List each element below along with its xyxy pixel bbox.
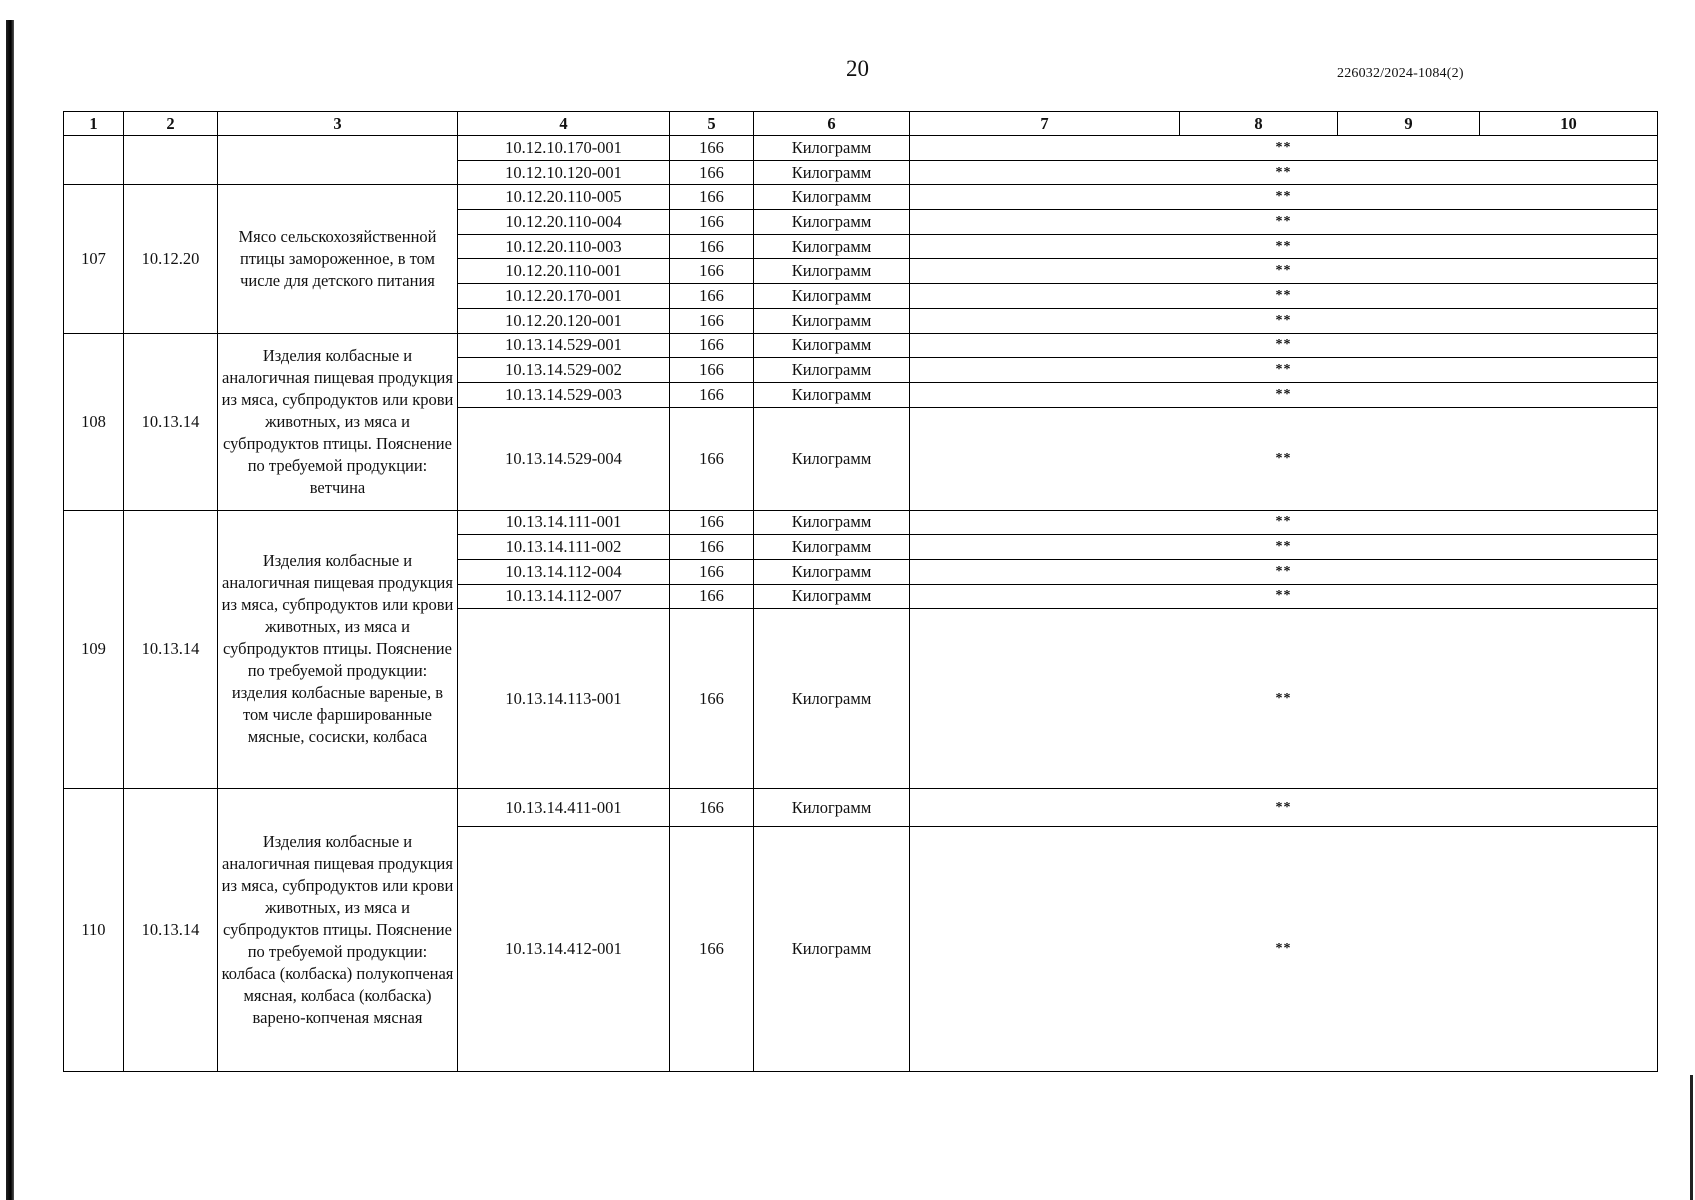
ktru-code: 10.13.14.111-002 (458, 535, 670, 560)
row-number-cell: 109 (64, 510, 124, 789)
note-cell: ** (910, 333, 1658, 358)
okei-code: 166 (670, 535, 754, 560)
okei-code: 166 (670, 284, 754, 309)
column-header: 3 (218, 112, 458, 136)
document-code: 226032/2024-1084(2) (1337, 66, 1464, 81)
okpd-cell (124, 136, 218, 185)
ktru-code: 10.13.14.411-001 (458, 789, 670, 827)
row-number-cell: 110 (64, 789, 124, 1072)
column-header: 9 (1338, 112, 1480, 136)
ktru-code: 10.13.14.529-001 (458, 333, 670, 358)
ktru-code: 10.13.14.529-002 (458, 358, 670, 383)
okei-code: 166 (670, 234, 754, 259)
unit-name: Килограмм (754, 284, 910, 309)
unit-name: Килограмм (754, 827, 910, 1072)
okei-code: 166 (670, 789, 754, 827)
ktru-code: 10.13.14.112-004 (458, 559, 670, 584)
column-header: 1 (64, 112, 124, 136)
ktru-code: 10.13.14.412-001 (458, 827, 670, 1072)
table-row (64, 333, 1658, 358)
okei-code: 166 (670, 827, 754, 1072)
unit-name: Килограмм (754, 535, 910, 560)
ktru-code: 10.12.20.170-001 (458, 284, 670, 309)
column-header: 6 (754, 112, 910, 136)
page-number: 20 (846, 56, 869, 81)
unit-name: Килограмм (754, 210, 910, 235)
unit-name: Килограмм (754, 358, 910, 383)
note-cell: ** (910, 185, 1658, 210)
okpd-cell: 10.13.14 (124, 789, 218, 1072)
okei-code: 166 (670, 185, 754, 210)
column-header: 8 (1180, 112, 1338, 136)
description-cell: Изделия колбасные и аналогичная пищевая продукция из мяса, субпродуктов или крови животных, из мяса и субпродуктов птицы. Пояснение по требуемой продукции: колбаса (колбаска) полукопченая мясная, колбаса (колбаска) варено-копченая мясная (218, 789, 458, 1072)
description-cell (218, 136, 458, 185)
okei-code: 166 (670, 160, 754, 185)
ktru-code: 10.12.20.110-003 (458, 234, 670, 259)
okei-code: 166 (670, 333, 754, 358)
unit-name: Килограмм (754, 136, 910, 161)
ktru-code: 10.13.14.529-004 (458, 407, 670, 510)
table-row (64, 185, 1658, 210)
note-cell: ** (910, 789, 1658, 827)
ktru-code: 10.12.10.170-001 (458, 136, 670, 161)
okei-code: 166 (670, 584, 754, 609)
header-row (64, 112, 1658, 136)
okpd-cell: 10.13.14 (124, 510, 218, 789)
note-cell: ** (910, 827, 1658, 1072)
unit-name: Килограмм (754, 160, 910, 185)
note-cell: ** (910, 535, 1658, 560)
note-cell: ** (910, 136, 1658, 161)
okei-code: 166 (670, 407, 754, 510)
unit-name: Килограмм (754, 234, 910, 259)
note-cell: ** (910, 510, 1658, 535)
okei-code: 166 (670, 259, 754, 284)
okei-code: 166 (670, 382, 754, 407)
description-cell: Изделия колбасные и аналогичная пищевая продукция из мяса, субпродуктов или крови животных, из мяса и субпродуктов птицы. Пояснение по требуемой продукции: изделия колбасные вареные, в том числе фаршированные мясные, сосиски, колбаса (218, 510, 458, 789)
note-cell: ** (910, 584, 1658, 609)
table-row (64, 789, 1658, 827)
unit-name: Килограмм (754, 584, 910, 609)
okei-code: 166 (670, 136, 754, 161)
okei-code: 166 (670, 358, 754, 383)
row-number-cell (64, 136, 124, 185)
okei-code: 166 (670, 510, 754, 535)
ktru-code: 10.13.14.113-001 (458, 609, 670, 789)
note-cell: ** (910, 407, 1658, 510)
column-header: 10 (1480, 112, 1658, 136)
unit-name: Килограмм (754, 185, 910, 210)
okei-code: 166 (670, 210, 754, 235)
table-row (64, 136, 1658, 161)
ktru-code: 10.12.20.110-004 (458, 210, 670, 235)
ktru-code: 10.12.20.110-005 (458, 185, 670, 210)
note-cell: ** (910, 284, 1658, 309)
unit-name: Килограмм (754, 382, 910, 407)
okei-code: 166 (670, 308, 754, 333)
description-cell: Изделия колбасные и аналогичная пищевая продукция из мяса, субпродуктов или крови животных, из мяса и субпродуктов птицы. Пояснение по требуемой продукции: ветчина (218, 333, 458, 510)
column-header: 7 (910, 112, 1180, 136)
column-header: 5 (670, 112, 754, 136)
unit-name: Килограмм (754, 308, 910, 333)
ktru-code: 10.13.14.112-007 (458, 584, 670, 609)
unit-name: Килограмм (754, 789, 910, 827)
note-cell: ** (910, 559, 1658, 584)
okpd-cell: 10.13.14 (124, 333, 218, 510)
column-header: 4 (458, 112, 670, 136)
scan-edge-shadow-right (1690, 1075, 1693, 1200)
note-cell: ** (910, 308, 1658, 333)
unit-name: Килограмм (754, 407, 910, 510)
okpd-cell: 10.12.20 (124, 185, 218, 333)
note-cell: ** (910, 358, 1658, 383)
unit-name: Килограмм (754, 559, 910, 584)
note-cell: ** (910, 210, 1658, 235)
ktru-code: 10.12.10.120-001 (458, 160, 670, 185)
description-cell: Мясо сельскохозяйственной птицы замороженное, в том числе для детского питания (218, 185, 458, 333)
note-cell: ** (910, 609, 1658, 789)
column-header: 2 (124, 112, 218, 136)
note-cell: ** (910, 160, 1658, 185)
unit-name: Килограмм (754, 609, 910, 789)
ktru-code: 10.12.20.110-001 (458, 259, 670, 284)
okei-code: 166 (670, 609, 754, 789)
okei-code: 166 (670, 559, 754, 584)
scan-edge-shadow (6, 20, 14, 1200)
note-cell: ** (910, 234, 1658, 259)
ktru-code: 10.12.20.120-001 (458, 308, 670, 333)
unit-name: Килограмм (754, 259, 910, 284)
note-cell: ** (910, 259, 1658, 284)
note-cell: ** (910, 382, 1658, 407)
ktru-code: 10.13.14.529-003 (458, 382, 670, 407)
row-number-cell: 108 (64, 333, 124, 510)
unit-name: Килограмм (754, 333, 910, 358)
table-row (64, 510, 1658, 535)
row-number-cell: 107 (64, 185, 124, 333)
unit-name: Килограмм (754, 510, 910, 535)
ktru-code: 10.13.14.111-001 (458, 510, 670, 535)
procurement-table (63, 111, 1658, 1072)
